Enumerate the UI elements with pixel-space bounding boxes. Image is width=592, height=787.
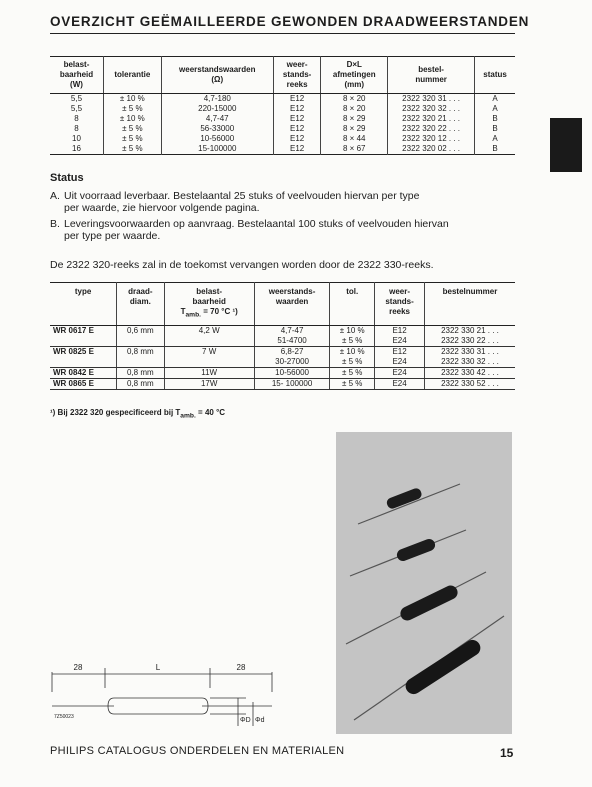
cell-nr: 2322 330 22 . . .: [424, 336, 515, 347]
cell-d: 0,8 mm: [117, 368, 164, 379]
cell-v: 4,7-47: [254, 326, 330, 337]
table-row: [50, 326, 515, 337]
col-belastbaarheid: belast- baarheid (W): [50, 57, 103, 94]
cell-v: 10-56000: [254, 368, 330, 379]
cell-v: 6,8-27: [254, 347, 330, 358]
cell-d: 0,8 mm: [117, 347, 164, 358]
cell-st: B: [475, 124, 515, 134]
cell-p: [164, 336, 254, 347]
status-a: A. Uit voorraad leverbaar. Bestelaantal 25 stuks of veelvouden hiervan per type per waarde, zie hiervoor volgende pagina.: [50, 190, 420, 214]
cell-w: 8: [74, 114, 79, 123]
cell-tol: ± 5 %: [330, 368, 375, 379]
cell-v: 51-4700: [254, 336, 330, 347]
cell-nr: 2322 330 31 . . .: [424, 347, 515, 358]
cell-reeks: E12: [273, 114, 321, 124]
dim-right-label: 28: [236, 663, 246, 672]
cell-nr: 2322 320 31 . . .: [388, 94, 475, 105]
page-title: OVERZICHT GEËMAILLEERDE GEWONDEN DRAADWEERSTANDEN: [50, 14, 530, 29]
col-weerstandswaarden: weerstands- waarden: [254, 283, 330, 326]
cell-nr: 2322 330 52 . . .: [424, 379, 515, 390]
cell-dim: 8 × 20: [321, 104, 388, 114]
cell-d: [117, 357, 164, 368]
phi-d-label: Φd: [255, 717, 265, 724]
cell-w: 16: [72, 144, 81, 153]
phi-D-label: ΦD: [240, 717, 251, 724]
cell-v: 15- 100000: [254, 379, 330, 390]
col-tol: tol.: [330, 283, 375, 326]
cell-r: E24: [375, 336, 425, 347]
catalog-footer: PHILIPS CATALOGUS ONDERDELEN EN MATERIALEN: [50, 745, 345, 757]
cell-dim: 8 × 44: [321, 134, 388, 144]
cell-val: 10-56000: [161, 134, 273, 144]
cell-dim: 8 × 29: [321, 114, 388, 124]
table-row: [50, 144, 515, 155]
col-bestelnummer: bestel- nummer: [388, 57, 475, 94]
cell-dim: 8 × 29: [321, 124, 388, 134]
cell-tol: ± 5 %: [330, 357, 375, 368]
cell-nr: 2322 330 21 . . .: [424, 326, 515, 337]
cell-type: WR 0617 E: [53, 326, 94, 335]
cell-tol: ± 5 %: [103, 104, 161, 114]
footnote: ¹) Bij 2322 320 gespecificeerd bij $T_{amb.} = 40$ °C: [50, 408, 226, 420]
cell-val: 15-100000: [161, 144, 273, 155]
cell-type: WR 0825 E: [53, 347, 94, 356]
dim-mid-label: L: [155, 663, 161, 672]
table-row: [50, 104, 515, 114]
page-number: 15: [500, 746, 514, 760]
col-status: status: [475, 57, 515, 94]
col-reeks: weer- stands- reeks: [375, 283, 425, 326]
cell-reeks: E12: [273, 134, 321, 144]
cell-tol: ± 10 %: [330, 347, 375, 358]
cell-st: B: [475, 114, 515, 124]
cell-r: E12: [375, 347, 425, 358]
cell-p: 4,2 W: [164, 326, 254, 337]
table-row: [50, 94, 515, 105]
dimension-drawing: [50, 658, 290, 728]
cell-val: 4,7-180: [161, 94, 273, 105]
table-row: [50, 357, 515, 368]
col-tolerantie: tolerantie: [103, 57, 161, 94]
cell-type: WR 0842 E: [50, 368, 117, 379]
cell-nr: 2322 320 02 . . .: [388, 144, 475, 155]
cell-tol: ± 5 %: [103, 144, 161, 155]
cell-r: E24: [375, 379, 425, 390]
cell-reeks: E12: [273, 144, 321, 155]
types-table: [50, 282, 515, 390]
cell-w: 8: [74, 124, 79, 133]
cell-nr: 2322 330 32 . . .: [424, 357, 515, 368]
table-row: [50, 114, 515, 124]
cell-nr: 2322 320 22 . . .: [388, 124, 475, 134]
cell-nr: 2322 330 42 . . .: [424, 368, 515, 379]
cell-st: A: [475, 94, 515, 105]
cell-p: 7 W: [164, 347, 254, 358]
cell-val: 4,7-47: [161, 114, 273, 124]
cell-r: E12: [375, 326, 425, 337]
cell-tol: ± 10 %: [103, 94, 161, 105]
cell-nr: 2322 320 32 . . .: [388, 104, 475, 114]
dim-left-label: 28: [73, 663, 83, 672]
col-reeks: weer- stands- reeks: [273, 57, 321, 94]
table-row: [50, 347, 515, 358]
resistors-photo: [336, 432, 512, 734]
cell-p: [164, 357, 254, 368]
cell-tol: ± 10 %: [103, 114, 161, 124]
cell-reeks: E12: [273, 124, 321, 134]
col-belastbaarheid: belast- baarheid $T_{amb.} = 70$ °C ¹): [164, 283, 254, 326]
cell-d: [117, 336, 164, 347]
section-thumb-tab: [550, 118, 582, 172]
col-draaddiam: draad- diam.: [117, 283, 164, 326]
cell-p: 17W: [164, 379, 254, 390]
table-row: [50, 379, 515, 390]
status-heading: Status: [50, 172, 84, 184]
col-afmetingen: D×L afmetingen (mm): [321, 57, 388, 94]
cell-w: 10: [72, 134, 81, 143]
cell-st: A: [475, 134, 515, 144]
cell-val: 56-33000: [161, 124, 273, 134]
drawing-code: 7Z50023: [54, 714, 74, 720]
overview-table: [50, 56, 515, 155]
cell-dim: 8 × 20: [321, 94, 388, 105]
cell-d: 0,6 mm: [117, 326, 164, 337]
cell-st: B: [475, 144, 515, 155]
cell-tol: ± 5 %: [330, 336, 375, 347]
cell-v: 30-27000: [254, 357, 330, 368]
cell-w: 5,5: [70, 94, 83, 103]
col-bestelnummer: bestelnummer: [424, 283, 515, 326]
cell-tol: ± 5 %: [103, 124, 161, 134]
cell-nr: 2322 320 12 . . .: [388, 134, 475, 144]
status-b: B. Leveringsvoorwaarden op aanvraag. Bestelaantal 100 stuks of veelvouden hiervan per type per waarde.: [50, 218, 449, 242]
cell-r: E24: [375, 357, 425, 368]
cell-p: 11W: [164, 368, 254, 379]
cell-tol: ± 5 %: [330, 379, 375, 390]
table-row: [50, 124, 515, 134]
cell-tol: ± 5 %: [103, 134, 161, 144]
cell-type: [50, 357, 117, 368]
title-rule: [50, 33, 515, 34]
cell-reeks: E12: [273, 94, 321, 105]
resistors-photo-svg: [336, 432, 512, 734]
table-row: [50, 336, 515, 347]
cell-tol: ± 10 %: [330, 326, 375, 337]
cell-r: E24: [375, 368, 425, 379]
col-type: type: [50, 283, 117, 326]
table-row: [50, 368, 515, 379]
col-weerstandswaarden: weerstandswaarden (Ω): [161, 57, 273, 94]
table-row: [50, 134, 515, 144]
replacement-note: De 2322 320-reeks zal in de toekomst vervangen worden door de 2322 330-reeks.: [50, 259, 434, 271]
cell-w: 5,5: [70, 104, 83, 113]
cell-dim: 8 × 67: [321, 144, 388, 155]
cell-d: 0,8 mm: [117, 379, 164, 390]
cell-nr: 2322 320 21 . . .: [388, 114, 475, 124]
cell-val: 220-15000: [161, 104, 273, 114]
cell-type: WR 0865 E: [50, 379, 117, 390]
cell-reeks: E12: [273, 104, 321, 114]
cell-type: [50, 336, 117, 347]
cell-st: A: [475, 104, 515, 114]
